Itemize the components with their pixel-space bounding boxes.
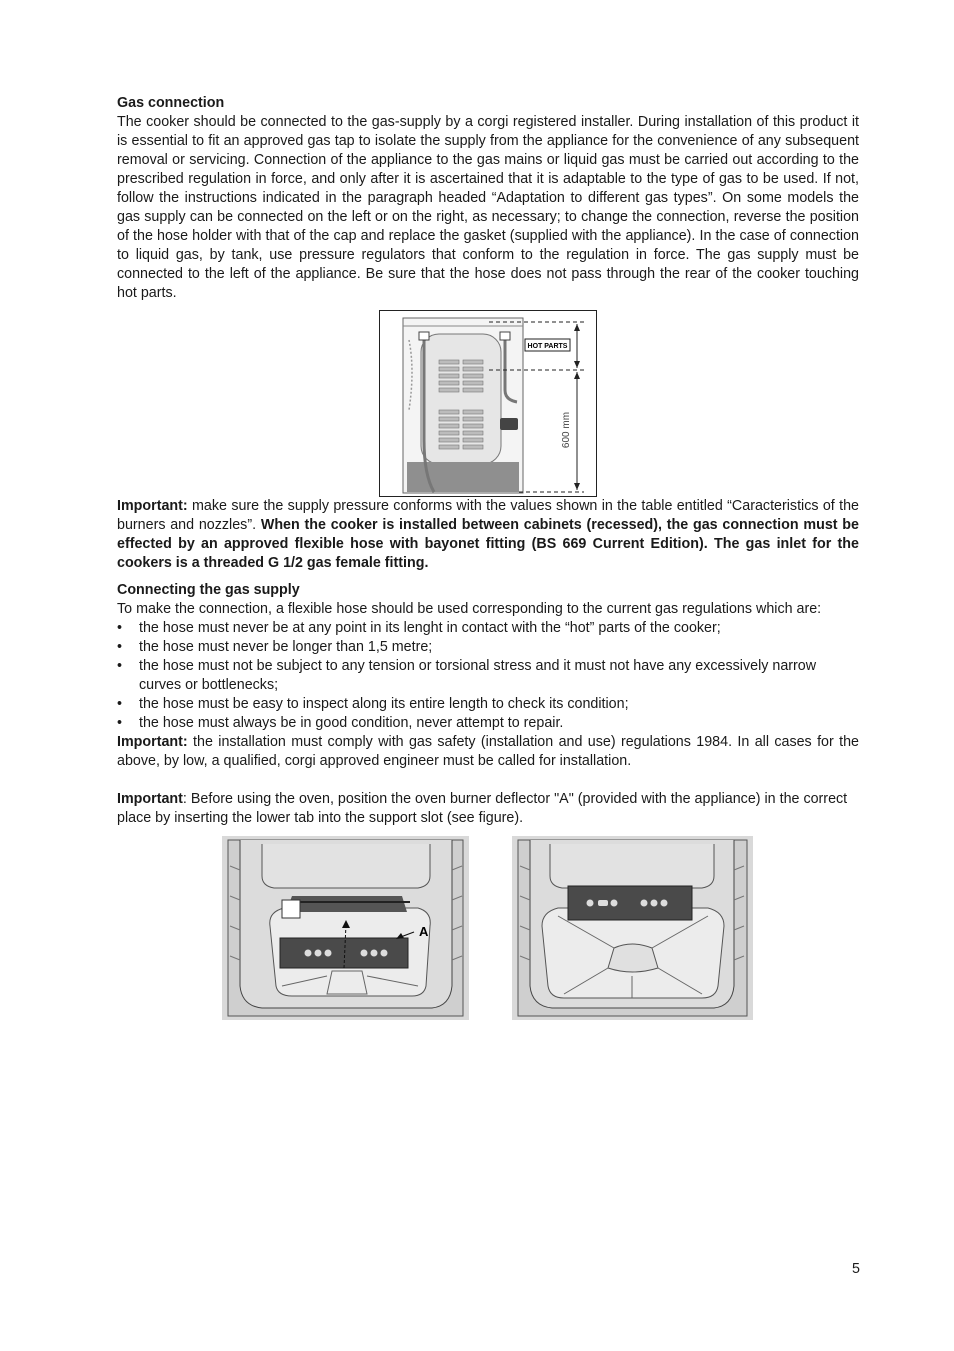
oven-deflector-diagram-after [512, 836, 753, 1020]
connecting-gas-supply-heading: Connecting the gas supply [117, 582, 300, 598]
gas-connection-heading: Gas connection [117, 95, 225, 111]
important-label: Important: [117, 734, 188, 750]
gas-connection-section [117, 94, 859, 303]
important-bold-text: When the cooker is installed between cabinets (recessed), the gas connection must be effected by an approved flexible hose with bayonet fitting (BS 669 Current Edition). The gas inlet for the cookers is a threaded G 1/2 gas female fitting. [117, 517, 859, 571]
rear-view-diagram [379, 310, 597, 497]
important-regulations-text: the installation must comply with gas safety (installation and use) regulations 1984. In all cases for the above, by low, a qualified, corgi approved engineer must be called for installation. [117, 734, 859, 769]
connecting-intro: To make the connection, a flexible hose should be used corresponding to the current gas regulations which are: [117, 601, 822, 617]
gas-connection-body: The cooker should be connected to the gas-supply by a corgi registered installer. During installation of this product it is essential to fit an approved gas tap to isolate the supply from the appliance for the convenience of any subsequent removal or servicing. Connection of the appliance to the gas mains or liquid gas must be carried out according to the prescribed regulation in force, and only after it is ascertained that it is adaptable to the type of gas to be used. If not, follow the instructions indicated in the paragraph headed “Adaptation to different gas types”. On some models the gas supply can be connected on the left or on the right, as necessary; to change the connection, reverse the position of the hose holder with that of the cap and replace the gasket (supplied with the appliance). In the case of connection to liquid gas, by tank, use pressure regulators that conform to the regulation in force. The gas supply must be connected to the left of the appliance. Be sure that the hose does not pass through the rear of the cooker touching hot parts. [117, 114, 859, 301]
list-item: • the hose must not be subject to any tension or torsional stress and it must not have any excessively narrow curves or bottlenecks; [117, 657, 859, 695]
hose-requirements-list [117, 619, 859, 733]
list-item: • the hose must never be at any point in its lenght in contact with the “hot” parts of the cooker; [117, 619, 859, 638]
important-deflector-note [117, 790, 859, 828]
dimension-label: 600 mm [561, 411, 572, 449]
list-item: • the hose must be easy to inspect along its entire length to check its condition; [117, 695, 859, 714]
oven-deflector-diagram-before [222, 836, 469, 1020]
list-item: • the hose must never be longer than 1,5 metre; [117, 638, 859, 657]
list-item: • the hose must always be in good condition, never attempt to repair. [117, 714, 859, 733]
important-deflector-text: : Before using the oven, position the oven burner deflector "A" (provided with the appliance) in the correct place by inserting the lower tab into the support slot (see figure). [117, 791, 848, 826]
important-label: Important [117, 791, 183, 807]
deflector-a-label: A [419, 924, 429, 939]
connecting-gas-supply-section [117, 581, 859, 771]
important-label: Important: [117, 498, 188, 514]
page-number: 5 [852, 1261, 860, 1277]
hot-parts-label: HOT PARTS [527, 343, 568, 350]
important-pressure-note [117, 497, 859, 573]
important-text: make sure the supply pressure conforms with the values shown in the table entitled “Caracteristics of the burners and nozzles”. [117, 498, 859, 533]
